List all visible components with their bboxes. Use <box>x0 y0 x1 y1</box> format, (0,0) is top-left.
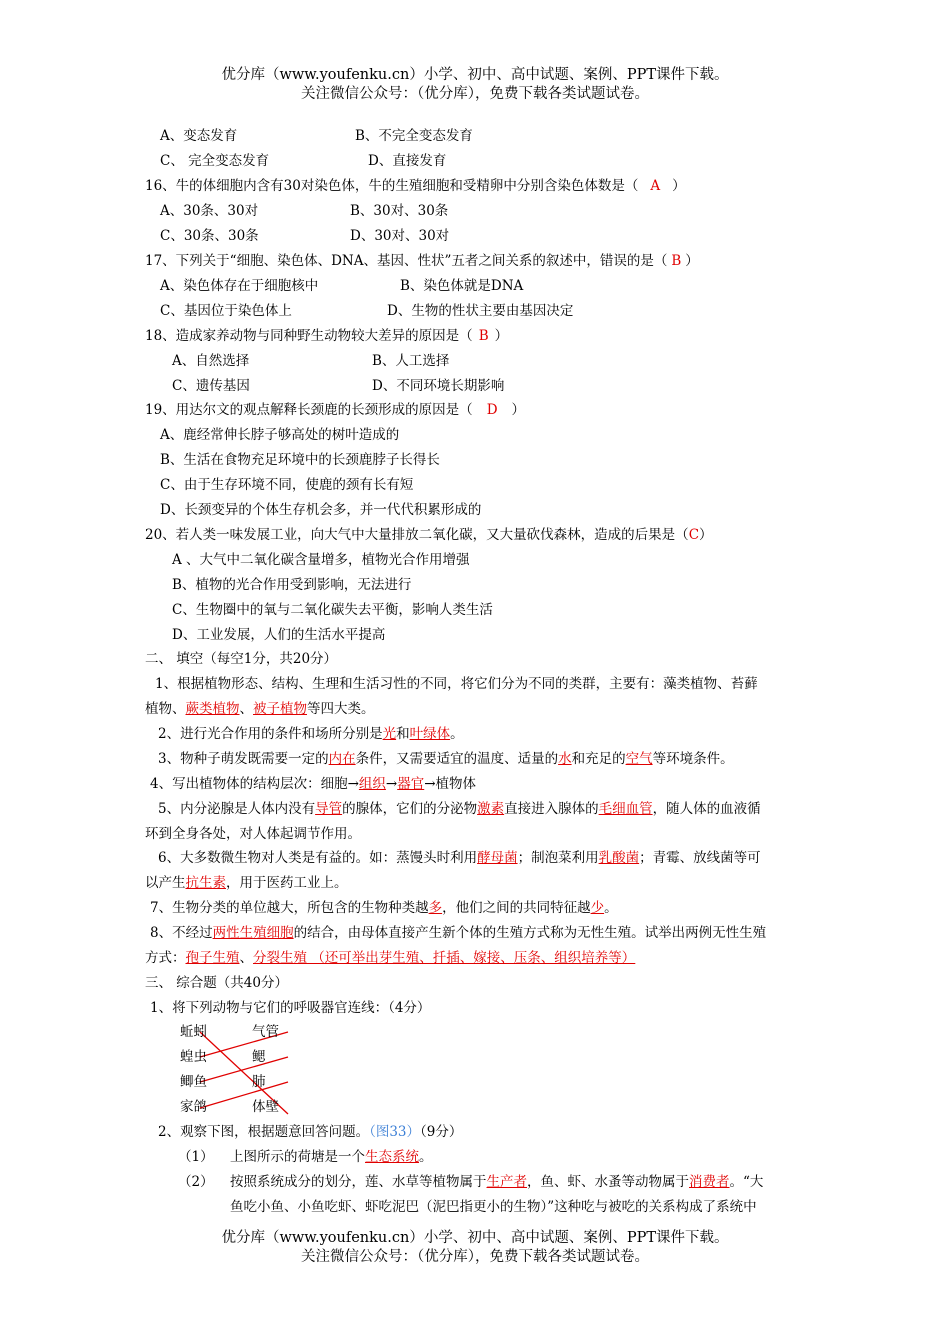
animal-crucian-carp: 鲫鱼 <box>180 1074 207 1090</box>
fill-3-text: 条件，又需要适宜的温度、适量的 <box>355 751 559 767</box>
sub-q2-text: 。“大 <box>729 1174 764 1190</box>
sub-q2-line-1 <box>230 1172 763 1192</box>
fill-5-text: 直接进入腺体的 <box>504 801 599 817</box>
q15-option-a: A、变态发育 <box>160 128 238 144</box>
fill-5-text: 的腺体，它们的分泌物 <box>342 801 478 817</box>
fill-6-text: ；制泡菜利用 <box>517 850 599 866</box>
q20-option-d: D、工业发展，人们的生活水平提高 <box>172 627 386 643</box>
fill-5-text: 5、内分泌腺是人体内没有 <box>158 801 316 817</box>
fill-8-text: 方式： <box>145 950 186 966</box>
question-17-close: ） <box>685 253 699 269</box>
comprehensive-q1: 1、将下列动物与它们的呼吸器官连线：（4分） <box>150 1000 431 1016</box>
fill-6-text: ；青霉、放线菌等可 <box>639 850 761 866</box>
fill-3-text: 3、物种子萌发既需要一定的 <box>158 751 329 767</box>
fill-3-answer-2: 水 <box>558 751 572 767</box>
fill-2-text: 2、进行光合作用的条件和场所分别是 <box>158 726 383 742</box>
q16-option-b: B、30对、30条 <box>350 203 449 219</box>
q17-option-d: D、生物的性状主要由基因决定 <box>387 303 574 319</box>
sub-q2-answer-2: 消费者 <box>689 1174 730 1190</box>
fill-3-answer-1: 内在 <box>328 751 356 767</box>
fill-8-line-2 <box>145 948 635 968</box>
fill-4 <box>150 774 476 794</box>
fill-3-text: 和充足的 <box>571 751 626 767</box>
q15-option-b: B、不完全变态发育 <box>355 128 473 144</box>
question-16 <box>145 176 686 196</box>
fill-4-answer-2: 器官 <box>397 776 425 792</box>
header-line-2: 关注微信公众号：（优分库），免费下载各类试题试卷。 <box>301 86 649 102</box>
fill-5-answer-3: 毛细血管 <box>598 801 653 817</box>
q19-option-b: B、生活在食物充足环境中的长颈鹿脖子长得长 <box>160 452 440 468</box>
question-16-answer: A <box>650 178 661 194</box>
sub-q1-answer: 生态系统 <box>365 1149 419 1165</box>
header-line-1: 优分库（www.youfenku.cn）小学、初中、高中试题、案例、PPT课件下载。 <box>221 67 729 83</box>
animal-pigeon: 家鸽 <box>180 1099 207 1115</box>
sub-q2-text: ，鱼、虾、水蚤等动物属于 <box>527 1174 689 1190</box>
fill-6-answer-1: 酵母菌 <box>477 850 518 866</box>
q18-option-b: B、人工选择 <box>372 353 450 369</box>
fill-3 <box>158 749 734 769</box>
fill-1-line-1: 1、根据植物形态、结构、生理和生活习性的不同，将它们分为不同的类群，主要有：藻类植物、苔藓 <box>155 676 758 692</box>
fill-1-answer-2: 被子植物 <box>253 701 307 717</box>
fill-2-answer-2: 叶绿体 <box>409 726 451 742</box>
fill-2-text: 和 <box>396 726 410 742</box>
page-footer <box>0 1229 950 1267</box>
fill-6-answer-2: 乳酸菌 <box>598 850 640 866</box>
fill-6-line-1 <box>158 848 761 868</box>
fill-5-line-2: 环到全身各处，对人体起调节作用。 <box>145 826 361 842</box>
fill-6-answer-3: 抗生素 <box>185 875 226 891</box>
q19-option-c: C、由于生存环境不同，使鹿的颈有长有短 <box>160 477 414 493</box>
question-17-answer: B <box>671 253 682 269</box>
question-20-stem: 20、若人类一味发展工业，向大气中大量排放二氧化碳，又大量砍伐森林，造成的后果是（ <box>145 527 689 543</box>
fill-8-text: 8、不经过 <box>150 925 213 941</box>
fill-7-answer-2: 少 <box>590 900 605 916</box>
question-19 <box>145 400 525 420</box>
fill-4-answer-1: 组织 <box>358 776 386 792</box>
question-20-answer: C <box>688 527 700 543</box>
fill-8-line-1 <box>150 923 766 943</box>
q18-option-d: D、不同环境长期影响 <box>372 378 505 394</box>
fill-3-answer-3: 空气 <box>625 751 653 767</box>
fill-5-answer-2: 激素 <box>477 801 505 817</box>
organ-gill: 鳃 <box>252 1049 266 1065</box>
question-16-stem: 16、牛的体细胞内含有30对染色体，牛的生殖细胞和受精卵中分别含染色体数是（ <box>145 178 639 194</box>
question-18 <box>145 326 508 346</box>
fill-4-text: 4、写出植物体的结构层次：细胞→ <box>150 776 359 792</box>
sub-q2-line-2: 鱼吃小鱼、小鱼吃虾、虾吃泥巴（泥巴指更小的生物）”这种吃与被吃的关系构成了系统中 <box>230 1199 757 1215</box>
q19-option-a: A、鹿经常伸长脖子够高处的树叶造成的 <box>160 427 400 443</box>
sub-q2-number: （2） <box>178 1174 214 1190</box>
question-18-answer: B <box>478 328 489 344</box>
page-header <box>0 66 950 104</box>
fill-2-answer-1: 光 <box>382 726 397 742</box>
q19-option-d: D、长颈变异的个体生存机会多，并一代代积累形成的 <box>160 502 482 518</box>
q17-option-b: B、染色体就是DNA <box>400 278 524 294</box>
question-18-stem: 18、造成家养动物与同种野生动物较大差异的原因是（ <box>145 328 473 344</box>
fill-6-text: ，用于医药工业上。 <box>226 875 348 891</box>
animal-earthworm: 蚯蚓 <box>180 1024 207 1040</box>
fill-8-text: 、 <box>239 950 253 966</box>
section-2-title: 二、 填空（每空1分，共20分） <box>145 651 338 667</box>
question-18-close: ） <box>494 328 509 344</box>
q18-option-a: A、自然选择 <box>172 353 250 369</box>
figure-reference: （图33） <box>369 1124 421 1140</box>
fill-3-text: 等环境条件。 <box>652 751 734 767</box>
fill-4-text: →植物体 <box>424 776 477 792</box>
question-20-close: ） <box>699 527 713 543</box>
sub-q2-text: 按照系统成分的划分，莲、水草等植物属于 <box>230 1174 487 1190</box>
fill-1-text: 、 <box>239 701 253 717</box>
q16-option-a: A、30条、30对 <box>160 203 259 219</box>
fill-6-line-2 <box>145 873 348 893</box>
fill-2 <box>158 724 464 744</box>
match-line-crucian-gill <box>200 1057 288 1082</box>
sub-q1 <box>230 1147 433 1167</box>
section-3-title: 三、 综合题（共40分） <box>145 975 288 991</box>
question-17 <box>145 251 699 271</box>
q15-option-d: D、直接发育 <box>368 153 447 169</box>
animal-locust: 蝗虫 <box>180 1049 207 1065</box>
organ-body-wall: 体壁 <box>252 1099 279 1115</box>
q17-option-a: A、染色体存在于细胞核中 <box>160 278 319 294</box>
q17-option-c: C、基因位于染色体上 <box>160 303 292 319</box>
fill-1-text: 植物、 <box>145 701 186 717</box>
footer-line-1: 优分库（www.youfenku.cn）小学、初中、高中试题、案例、PPT课件下载。 <box>221 1230 729 1246</box>
fill-6-text: 6、大多数微生物对人类是有益的。如：蒸馒头时利用 <box>158 850 478 866</box>
sub-q1-text: 上图所示的荷塘是一个 <box>230 1149 365 1165</box>
matching-diagram <box>170 1020 310 1120</box>
question-19-answer: D <box>486 402 498 418</box>
question-19-stem: 19、用达尔文的观点解释长颈鹿的长颈形成的原因是（ <box>145 402 473 418</box>
q16-option-d: D、30对、30对 <box>350 228 450 244</box>
question-17-stem: 17、下列关于“细胞、染色体、DNA、基因、性状”五者之间关系的叙述中，错误的是（ <box>145 253 668 269</box>
organ-trachea: 气管 <box>252 1024 279 1040</box>
q15-option-c: C、 完全变态发育 <box>160 153 270 169</box>
fill-7 <box>150 898 618 918</box>
sub-q2-answer-1: 生产者 <box>486 1174 527 1190</box>
question-16-close: ） <box>672 178 686 194</box>
fill-7-text: ，他们之间的共同特征越 <box>442 900 591 916</box>
q2-text: 2、观察下图，根据题意回答问题。 <box>158 1124 370 1140</box>
fill-2-text: 。 <box>450 726 464 742</box>
fill-8-answer-2: 孢子生殖 <box>185 950 240 966</box>
comprehensive-q2 <box>158 1122 462 1142</box>
fill-8-answer-3: 分裂生殖 （还可举出芽生殖、扦插、嫁接、压条、组织培养等） <box>253 950 636 966</box>
q20-option-c: C、生物圈中的氧与二氧化碳失去平衡，影响人类生活 <box>172 602 493 618</box>
fill-6-text: 以产生 <box>145 875 186 891</box>
q20-option-a: A 、大气中二氧化碳含量增多，植物光合作用增强 <box>172 552 470 568</box>
q16-option-c: C、30条、30条 <box>160 228 259 244</box>
question-19-close: ） <box>511 402 526 418</box>
fill-7-text: 7、生物分类的单位越大，所包含的生物种类越 <box>150 900 429 916</box>
fill-7-answer-1: 多 <box>428 900 443 916</box>
sub-q1-text: 。 <box>419 1149 433 1165</box>
fill-5-answer-1: 导管 <box>315 801 343 817</box>
footer-line-2: 关注微信公众号：（优分库），免费下载各类试题试卷。 <box>301 1249 649 1265</box>
fill-8-text: 的结合，由母体直接产生新个体的生殖方式称为无性生殖。试举出两例无性生殖 <box>293 925 767 941</box>
fill-7-text: 。 <box>604 900 618 916</box>
q2-score: （9分） <box>420 1124 463 1140</box>
question-20 <box>145 525 713 545</box>
fill-1-line-2 <box>145 699 375 719</box>
fill-8-answer-1: 两性生殖细胞 <box>212 925 294 941</box>
fill-5-text: ，随人体的血液循 <box>652 801 761 817</box>
fill-1-text: 等四大类。 <box>307 701 375 717</box>
fill-1-answer-1: 蕨类植物 <box>185 701 240 717</box>
q18-option-c: C、遗传基因 <box>172 378 250 394</box>
organ-lung: 肺 <box>252 1074 266 1090</box>
sub-q1-number: （1） <box>178 1149 214 1165</box>
fill-5-line-1 <box>158 799 761 819</box>
q20-option-b: B、植物的光合作用受到影响，无法进行 <box>172 577 412 593</box>
fill-4-text: → <box>385 776 398 792</box>
